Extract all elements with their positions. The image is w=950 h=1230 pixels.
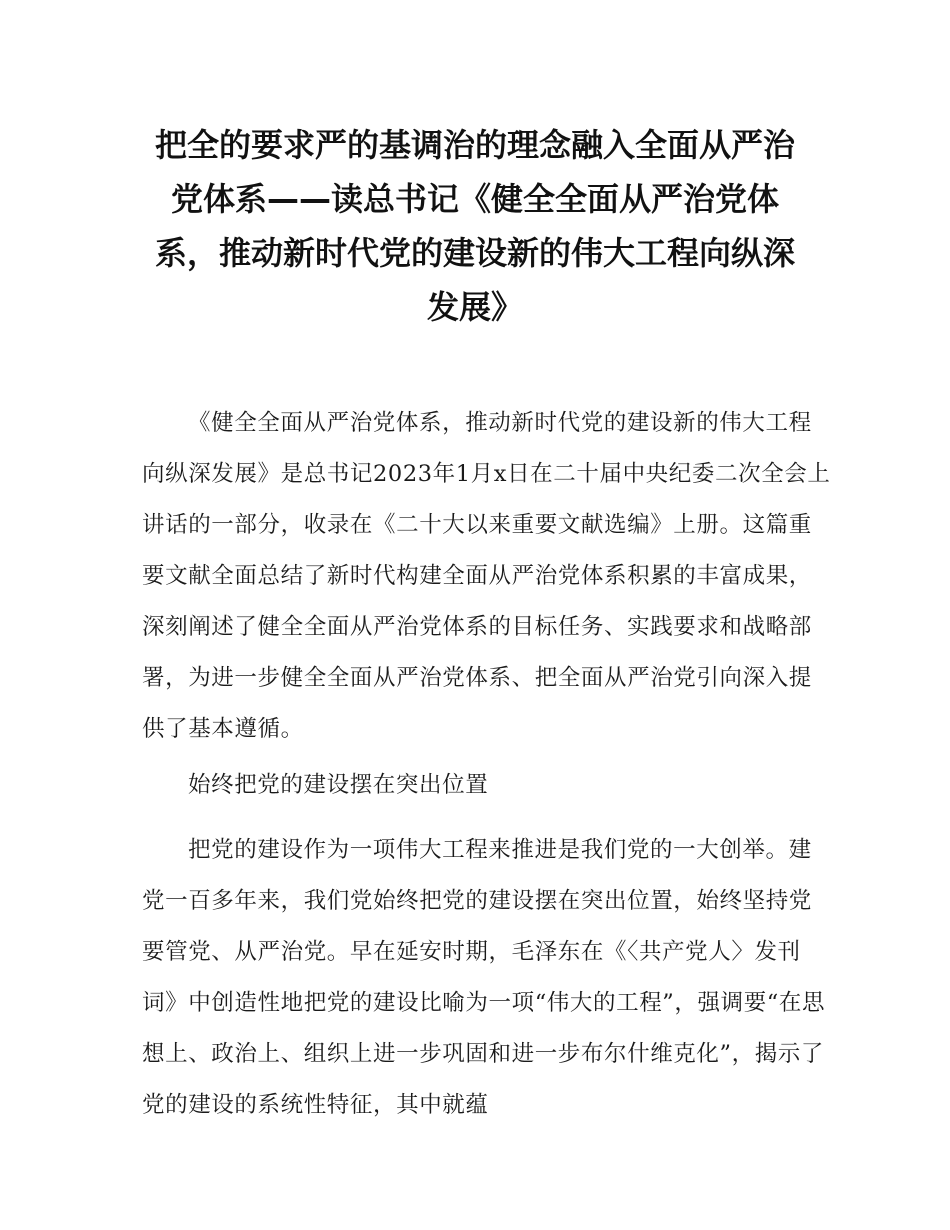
paragraph-intro: 《健全全面从严治党体系，推动新时代党的建设新的伟大工程向纵深发展》是总书记2023年1月x日在二十届中央纪委二次全会上讲话的一部分，收录在《二十大以来重要文献选编》上册。这篇重要文献全面总结了新时代构建全面从严治党体系积累的丰富成果，深刻阐述了健全全面从严治党体系的目标任务、实践要求和战略部署，为进一步健全全面从严治党体系、把全面从严治党引向深入提供了基本遵循。 <box>142 410 831 742</box>
paragraph-body: 把党的建设作为一项伟大工程来推进是我们党的一大创举。建党一百多年来，我们党始终把党的建设摆在突出位置，始终坚持党要管党、从严治党。早在延安时期，毛泽东在《〈共产党人〉发刊词》中创造性地把党的建设比喻为一项“伟大的工程”，强调要“在思想上、政治上、组织上进一步巩固和进一步布尔什维克化”，揭示了党的建设的系统性特征，其中就蕴 <box>142 837 826 1118</box>
section-heading: 始终把党的建设摆在突出位置 <box>188 772 489 798</box>
document-title: 把全的要求严的基调治的理念融入全面从严治党体系——读总书记《健全全面从严治党体系，推动新时代党的建设新的伟大工程向纵深发展》 <box>154 126 795 326</box>
